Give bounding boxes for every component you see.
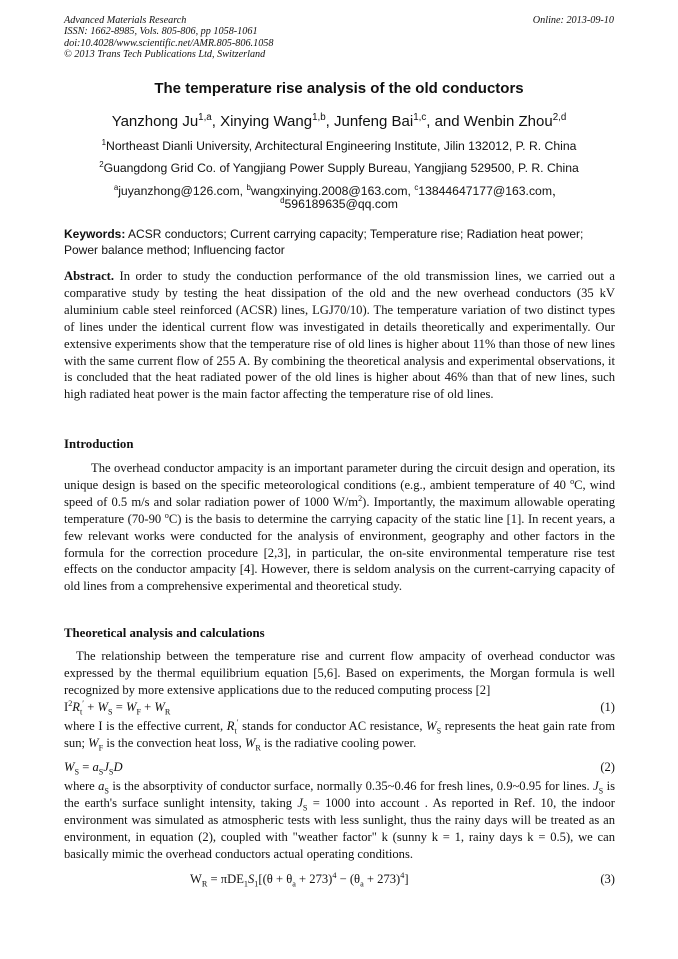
eq-subscript: t: [234, 726, 237, 736]
text: The relationship between the temperature rise and current flow ampacity of overhead conductor was expressed by the thermal equilibrium equation [5,6]. Based on experiments, the Morgan formula is well recognized by more extensive applications due to the reduced computing process [2]: [64, 649, 615, 697]
author-name: Yanzhong Ju: [111, 113, 199, 130]
email-mark: a: [113, 182, 119, 192]
affiliation-2: [0, 161, 678, 175]
author-affiliation-mark: 1,b: [312, 112, 326, 123]
eq-symbol: R: [72, 700, 80, 714]
degree-mark: o: [164, 510, 169, 520]
affiliation-text: Northeast Dianli University, Architectural Engineering Institute, Jilin 132012, P. R. China: [106, 139, 577, 153]
eq-symbol: a: [98, 779, 105, 793]
author-name: Xinying Wang: [220, 113, 313, 130]
degree-mark: o: [570, 476, 575, 486]
author-name: Junfeng Bai: [333, 113, 414, 130]
eq-subscript: S: [436, 726, 442, 736]
eq-subscript: 1: [243, 879, 248, 889]
eq-symbol: J: [593, 779, 599, 793]
text: is the convection heat loss,: [103, 735, 245, 750]
copyright-line: © 2013 Trans Tech Publications Ltd, Switzerland: [64, 49, 266, 61]
online-date: Online: 2013-09-10: [532, 15, 614, 26]
eq-subscript: S: [302, 803, 308, 813]
theory-paragraph-2: [64, 718, 615, 752]
eq-subscript: S: [107, 707, 113, 717]
theory-paragraph-3: [64, 778, 615, 863]
eq-subscript: S: [74, 767, 80, 777]
theory-paragraph-1: [64, 648, 615, 699]
eq-subscript: S: [108, 767, 114, 777]
eq-symbol: W: [97, 700, 108, 714]
eq-operator: =: [112, 700, 126, 714]
eq-operator: +: [84, 700, 98, 714]
eq-symbol: W: [88, 735, 99, 750]
email-mark: c: [414, 182, 419, 192]
email-mark: b: [246, 182, 251, 192]
journal-header: [64, 15, 273, 61]
doi-line: doi:10.4028/www.scientific.net/AMR.805-806.1058: [64, 37, 274, 49]
eq-subscript: R: [255, 743, 261, 753]
affiliation-mark: 1: [101, 137, 107, 147]
email: 596189635@qq.com: [284, 197, 398, 211]
separator: ,: [325, 113, 334, 130]
text: where I is the effective current,: [64, 719, 227, 733]
eq-symbol: J: [103, 760, 109, 774]
eq-subscript: S: [98, 767, 104, 777]
eq-symbol: W: [190, 872, 202, 886]
text: is the absorptivity of conductor surface, normally 0.35~0.46 for fresh lines, 0.9~0.95 for lines.: [108, 779, 594, 793]
eq-subscript: R: [164, 707, 171, 717]
eq-symbol: W: [154, 700, 165, 714]
equation-2: [64, 758, 615, 776]
introduction-heading: Introduction: [64, 437, 134, 451]
eq-subscript: 1: [254, 879, 259, 889]
abstract-text: In order to study the conduction performance of the old transmission lines, we carried out a comparative study by testing the heat dissipation of the old and the new overhead conductors (35 kV aluminium cable steel reinforced (ACSR) lines, LGJ70/10). The temperature variation of two distinct types of lines under the identical current flow was investigated in details theoretically and experimentally. Our extensive experiments show that the temperature rise of old lines is higher about 11% than those of new lines with the same current flow of 255 A. By combining the theoretical analysis and experimental observations, it is concluded that the heat radiated power of the old lines is higher about 46% than that of new lines, such high radiated heat power is the main factor affecting the temperature rise of old lines.: [64, 269, 615, 402]
separator: ,: [211, 113, 221, 130]
text: is the radiative cooling power.: [260, 735, 417, 750]
affiliation-1: [0, 139, 678, 153]
eq-symbol: W: [244, 735, 256, 750]
introduction-paragraph: [64, 460, 615, 595]
eq-prime: ′: [82, 698, 85, 708]
eq-body: [(θ + θ: [258, 872, 293, 886]
text: = 1000: [307, 795, 351, 810]
affiliation-text: Guangdong Grid Co. of Yangjiang Power Supply Bureau, Yangjiang 529500, P. R. China: [103, 161, 579, 175]
separator: , and: [426, 113, 464, 130]
eq-symbol: D: [113, 760, 123, 774]
author-name: Wenbin Zhou: [463, 113, 553, 130]
text: where: [64, 779, 99, 793]
eq-symbol: W: [125, 700, 137, 714]
keywords-text: ACSR conductors; Current carrying capacity; Temperature rise; Radiation heat power; Power balance method; Influencing factor: [64, 227, 584, 258]
eq-subscript: a: [360, 879, 364, 889]
eq-body: − (θ: [336, 872, 361, 886]
eq-body: + 273): [363, 872, 401, 886]
eq-symbol: a: [92, 760, 99, 774]
eq-symbol: R: [226, 719, 235, 733]
equation-1: [64, 698, 615, 716]
superscript: 2: [358, 493, 363, 503]
text: ). Importantly, the maximum allowable operating temperature (70-90: [64, 494, 615, 526]
email-line-2: [0, 197, 678, 211]
eq-exponent: 2: [68, 698, 73, 708]
eq-symbol: S: [248, 872, 255, 886]
equation-number: (3): [600, 872, 615, 886]
eq-operator: =: [79, 760, 93, 774]
eq-exponent: 4: [332, 870, 337, 880]
keywords: [64, 226, 615, 259]
theory-heading: Theoretical analysis and calculations: [64, 626, 265, 640]
eq-body: + 273): [295, 872, 333, 886]
abstract: [64, 268, 615, 403]
eq-symbol: I: [64, 700, 69, 714]
author-affiliation-mark: 2,d: [552, 112, 567, 123]
eq-body: ]: [404, 872, 409, 886]
author-affiliation-mark: 1,a: [198, 112, 212, 123]
eq-prime: ′: [236, 717, 239, 727]
eq-subscript: F: [136, 707, 142, 717]
text: represents the heat gain rate from sun;: [64, 719, 616, 750]
eq-body: = πDE: [207, 872, 244, 886]
text: is the earth's surface sunlight intensity, taking: [64, 779, 615, 810]
email: wangxinying.2008@163.com,: [250, 184, 415, 198]
email: 13844647177@163.com，: [418, 184, 565, 198]
email-mark: d: [280, 195, 285, 205]
equation-number: (1): [600, 700, 615, 714]
author-list: [0, 113, 678, 130]
eq-subscript: S: [598, 786, 604, 796]
eq-subscript: t: [80, 707, 83, 717]
eq-symbol: W: [64, 760, 75, 774]
eq-subscript: S: [104, 786, 109, 796]
keywords-label: Keywords:: [64, 227, 126, 241]
abstract-label: Abstract.: [64, 269, 115, 283]
equation-number: (2): [600, 760, 615, 774]
author-affiliation-mark: 1,c: [413, 112, 427, 123]
eq-symbol: W: [426, 719, 437, 733]
eq-subscript: R: [201, 879, 208, 889]
eq-subscript: a: [292, 879, 296, 889]
paper-title: The temperature rise analysis of the old conductors: [154, 80, 524, 97]
affiliation-mark: 2: [99, 159, 104, 169]
eq-subscript: F: [98, 743, 104, 753]
issn-line: ISSN: 1662-8985, Vols. 805-806, pp 1058-1061: [64, 26, 258, 38]
journal-name: Advanced Materials Research: [64, 15, 187, 26]
text: The overhead conductor ampacity is an important parameter during the circuit design and operation, its unique design is based on the specific meteorological conditions (e.g., ambient temperature of 40: [64, 461, 615, 492]
eq-symbol: J: [297, 795, 303, 810]
eq-exponent: 4: [400, 870, 405, 880]
text: C, wind speed of 0.5 m/s and solar radiation power of 1000 W/m: [64, 477, 615, 509]
email: juyanzhong@126.com,: [118, 184, 247, 198]
text: stands for conductor AC resistance,: [238, 719, 427, 733]
eq-operator: +: [141, 700, 155, 714]
text: into account . As reported in Ref. 10, the indoor environment was simulated as atmospheric tests with less sunlight, thus the rainy days will be treated as an environment, in equation (2), coupled with "weather factor" k (sunny k = 1, rainy days k = 0.5), we can basically mimic the overhead conductors actual operating conditions.: [64, 795, 615, 861]
text: C) is the basis to determine the carrying capacity of the static line [1]. In recent years, a few relevant works were conducted for the analysis of environment, geography and other factors in the formula for the correction procedure [2,3], in particular, the on-site environmental temperature rise test effects on the conductor ampacity [4]. However, there is seldom analysis on the current-carrying capacity of old lines from a comprehensive experimental and theoretical study.: [64, 511, 615, 594]
